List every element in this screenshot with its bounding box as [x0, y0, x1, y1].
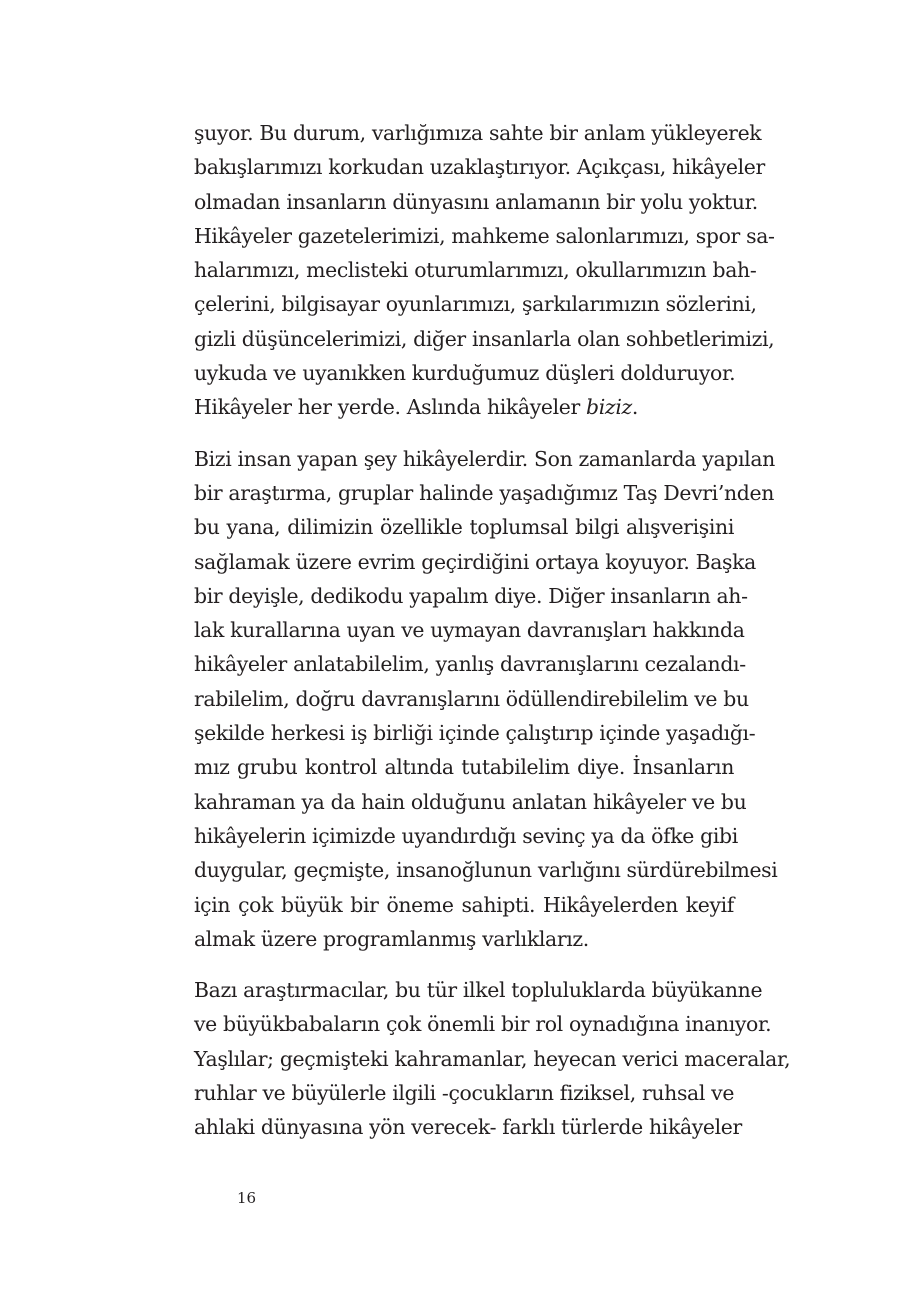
paragraph-3	[194, 973, 791, 1144]
text-line: uykuda ve uyanıkken kurduğumuz düşleri dolduruyor.	[194, 361, 736, 386]
text-line: bakışlarımızı korkudan uzaklaştırıyor. Açıkçası, hikâyeler	[194, 155, 765, 180]
text-line: ahlaki dünyasına yön verecek- farklı türlerde hikâyeler	[194, 1115, 742, 1140]
text-run: Hikâyeler her yerde. Aslında hikâyeler	[194, 395, 587, 420]
text-line: çelerini, bilgisayar oyunlarımızı, şarkılarımızın sözlerini,	[194, 292, 757, 317]
text-line: kahraman ya da hain olduğunu anlatan hikâyeler ve bu	[194, 789, 747, 814]
text-line-last: almak üzere programlanmış varlıklarız.	[194, 926, 589, 951]
text-run: .	[631, 395, 639, 420]
text-line: duygular, geçmişte, insanoğlunun varlığını sürdürebilmesi	[194, 858, 778, 883]
text-line: şuyor. Bu durum, varlığımıza sahte bir anlam yükleyerek	[194, 121, 762, 145]
text-line: mız grubu kontrol altında tutabilelim diye. İnsanların	[194, 755, 734, 780]
text-line: hikâyeler anlatabilelim, yanlış davranışlarını cezalandı-	[194, 652, 746, 677]
text-line: halarımızı, meclisteki oturumlarımızı, okullarımızın bah-	[194, 258, 757, 283]
paragraph-1	[194, 116, 775, 425]
text-line: bir deyişle, dedikodu yapalım diye. Diğer insanların ah-	[194, 583, 748, 608]
text-line: Bizi insan yapan şey hikâyelerdir. Son zamanlarda yapılan	[194, 446, 775, 471]
text-line: lak kurallarına uyan ve uymayan davranışları hakkında	[194, 618, 745, 643]
text-line: hikâyelerin içimizde uyandırdığı sevinç ya da öfke gibi	[194, 823, 738, 848]
text-line: için çok büyük bir öneme sahipti. Hikâyelerden keyif	[194, 892, 734, 917]
text-line: Bazı araştırmacılar, bu tür ilkel topluluklarda büyükanne	[194, 978, 763, 1003]
text-line: gizli düşüncelerimizi, diğer insanlarla olan sohbetlerimizi,	[194, 326, 775, 351]
text-line: Hikâyeler gazetelerimizi, mahkeme salonlarımızı, spor sa-	[194, 223, 775, 248]
text-line: bir araştırma, gruplar halinde yaşadığımız Taş Devri’nden	[194, 480, 774, 505]
text-line: Yaşlılar; geçmişteki kahramanlar, heyecan verici maceralar,	[194, 1046, 791, 1071]
paragraph-2	[194, 442, 778, 956]
text-line: olmadan insanların dünyasını anlamanın bir yolu yoktur.	[194, 189, 758, 214]
page-body	[194, 116, 791, 1162]
text-line: sağlamak üzere evrim geçirdiğini ortaya koyuyor. Başka	[194, 549, 756, 574]
text-line: ve büyükbabaların çok önemli bir rol oynadığına inanıyor.	[194, 1012, 772, 1037]
text-line: ruhlar ve büyülerle ilgili -çocukların fiziksel, ruhsal ve	[194, 1081, 735, 1106]
text-line: bu yana, dilimizin özellikle toplumsal bilgi alışverişini	[194, 515, 734, 540]
text-line: şekilde herkesi iş birliği içinde çalıştırıp içinde yaşadığı-	[194, 721, 756, 746]
text-line-last	[194, 390, 734, 424]
page-number: 16	[237, 1189, 257, 1207]
emphasis-text: biziz	[586, 395, 632, 420]
text-line: rabilelim, doğru davranışlarını ödüllendirebilelim ve bu	[194, 686, 749, 711]
